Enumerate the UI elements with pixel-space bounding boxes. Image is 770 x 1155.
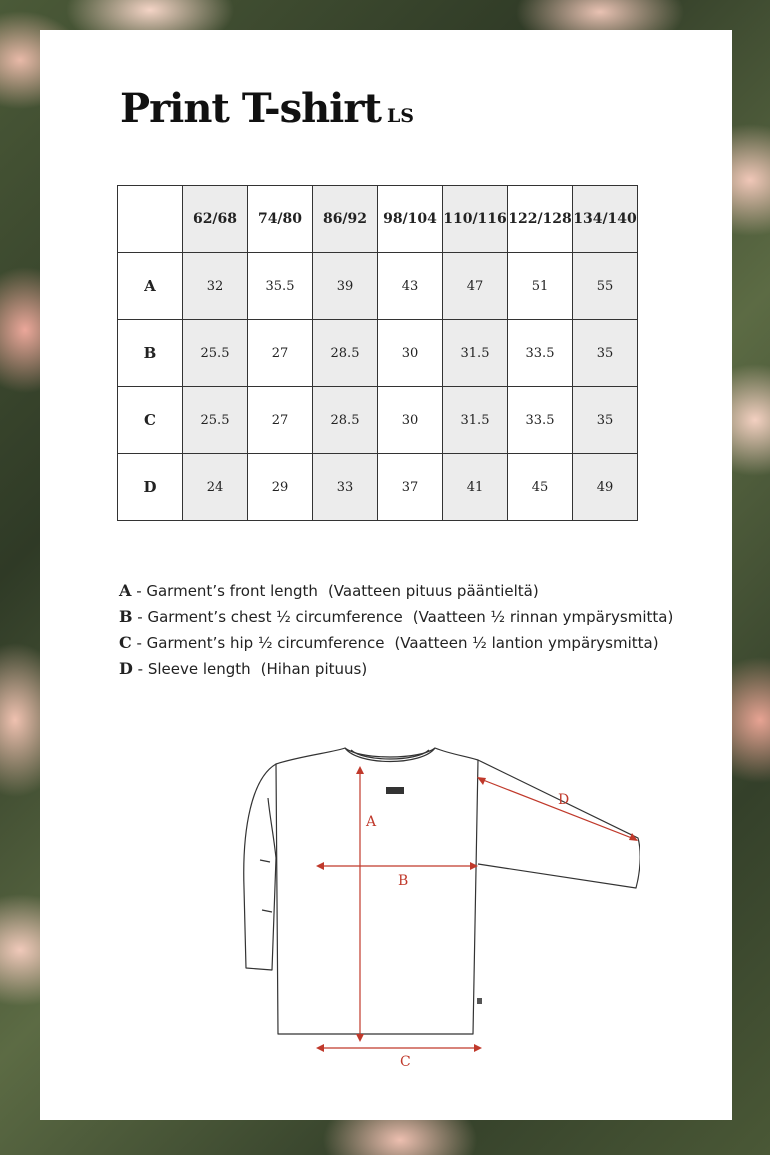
page-title bbox=[120, 85, 414, 132]
legend-text: - Sleeve length bbox=[132, 660, 251, 678]
tshirt-diagram bbox=[240, 738, 640, 1078]
table-cell: 30 bbox=[378, 387, 443, 454]
column-header: 86/92 bbox=[313, 186, 378, 253]
table-cell: 47 bbox=[443, 253, 508, 320]
column-header: 98/104 bbox=[378, 186, 443, 253]
table-row bbox=[118, 387, 638, 454]
legend-translation: (Vaatteen ½ lantion ympärysmitta) bbox=[394, 634, 659, 652]
legend-translation: (Vaatteen ½ rinnan ympärysmitta) bbox=[412, 608, 674, 626]
table-cell: 43 bbox=[378, 253, 443, 320]
table-corner-cell bbox=[118, 186, 183, 253]
legend-item bbox=[119, 656, 673, 682]
label-c: C bbox=[400, 1054, 411, 1070]
table-row bbox=[118, 320, 638, 387]
table-cell: 31.5 bbox=[443, 320, 508, 387]
legend-key: C bbox=[119, 633, 132, 652]
column-header: 110/116 bbox=[443, 186, 508, 253]
table-cell: 32 bbox=[183, 253, 248, 320]
title-suffix: LS bbox=[386, 105, 415, 127]
row-header: B bbox=[118, 320, 183, 387]
size-table bbox=[117, 185, 638, 521]
column-header: 74/80 bbox=[248, 186, 313, 253]
table-cell: 35.5 bbox=[248, 253, 313, 320]
column-header: 62/68 bbox=[183, 186, 248, 253]
table-cell: 28.5 bbox=[313, 320, 378, 387]
legend-item bbox=[119, 630, 673, 656]
table-header-row bbox=[118, 186, 638, 253]
legend-item bbox=[119, 604, 673, 630]
table-cell: 49 bbox=[573, 454, 638, 521]
column-header: 122/128 bbox=[508, 186, 573, 253]
table-cell: 27 bbox=[248, 320, 313, 387]
title-main: Print T-shirt bbox=[120, 85, 381, 132]
column-header: 134/140 bbox=[573, 186, 638, 253]
table-cell: 33.5 bbox=[508, 387, 573, 454]
table-cell: 51 bbox=[508, 253, 573, 320]
row-header: A bbox=[118, 253, 183, 320]
table-cell: 37 bbox=[378, 454, 443, 521]
table-row bbox=[118, 454, 638, 521]
label-b: B bbox=[398, 873, 409, 889]
legend-text: - Garment’s front length bbox=[131, 582, 318, 600]
table-cell: 33 bbox=[313, 454, 378, 521]
measure-labels bbox=[365, 792, 569, 1070]
legend-key: B bbox=[119, 607, 133, 626]
table-row bbox=[118, 253, 638, 320]
table-cell: 39 bbox=[313, 253, 378, 320]
legend-item bbox=[119, 578, 673, 604]
table-cell: 27 bbox=[248, 387, 313, 454]
legend-text: - Garment’s hip ½ circumference bbox=[131, 634, 385, 652]
size-chart-card bbox=[40, 30, 732, 1120]
table-cell: 35 bbox=[573, 320, 638, 387]
table-cell: 30 bbox=[378, 320, 443, 387]
table-cell: 41 bbox=[443, 454, 508, 521]
table-cell: 25.5 bbox=[183, 320, 248, 387]
table-cell: 31.5 bbox=[443, 387, 508, 454]
legend-translation: (Vaatteen pituus pääntieltä) bbox=[327, 582, 539, 600]
legend-key: A bbox=[119, 581, 132, 600]
table-cell: 24 bbox=[183, 454, 248, 521]
legend-text: - Garment’s chest ½ circumference bbox=[132, 608, 403, 626]
row-header: D bbox=[118, 454, 183, 521]
side-tag-icon bbox=[477, 998, 482, 1004]
neck-label-icon bbox=[386, 787, 404, 794]
label-a: A bbox=[366, 814, 377, 830]
table-cell: 25.5 bbox=[183, 387, 248, 454]
legend-translation: (Hihan pituus) bbox=[260, 660, 368, 678]
table-cell: 55 bbox=[573, 253, 638, 320]
table-cell: 28.5 bbox=[313, 387, 378, 454]
table-cell: 29 bbox=[248, 454, 313, 521]
measurement-legend bbox=[119, 578, 673, 682]
tshirt-outline bbox=[244, 748, 640, 1034]
row-header: C bbox=[118, 387, 183, 454]
table-cell: 33.5 bbox=[508, 320, 573, 387]
legend-key: D bbox=[119, 659, 133, 678]
table-cell: 35 bbox=[573, 387, 638, 454]
table-cell: 45 bbox=[508, 454, 573, 521]
label-d: D bbox=[558, 792, 570, 808]
